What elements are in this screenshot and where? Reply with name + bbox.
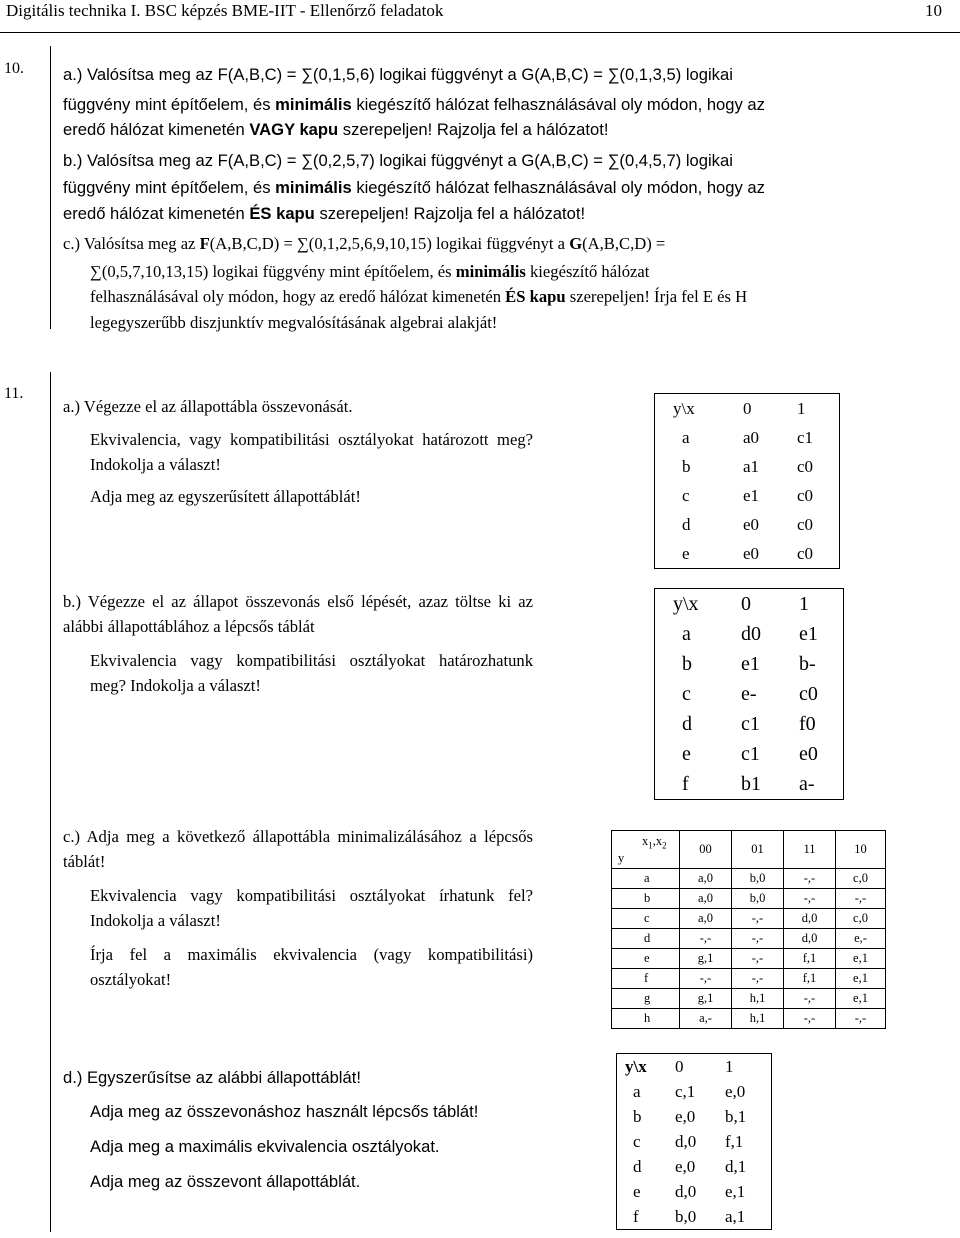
table-header-row xyxy=(617,1054,772,1080)
table-cell: e,1 xyxy=(836,969,886,989)
table-cell: e,1 xyxy=(725,1181,746,1201)
table-cell: c xyxy=(682,682,691,705)
corner-state-label: y xyxy=(618,851,625,865)
table-row xyxy=(617,1204,772,1230)
table-row xyxy=(617,1079,772,1104)
table-cell: e xyxy=(682,742,691,765)
task-11-number: 11. xyxy=(4,385,24,402)
task-11d-question-1: d.) Egyszerűsítse az alábbi állapottáblát! xyxy=(63,1068,361,1087)
table-cell: g,1 xyxy=(680,949,732,969)
table-cell: b,1 xyxy=(725,1106,747,1126)
table-cell: -,- xyxy=(836,889,886,909)
table-row xyxy=(617,1104,772,1129)
table-cell: -,- xyxy=(784,889,836,909)
task-10-margin-line xyxy=(50,46,51,329)
state-table-11c xyxy=(611,830,886,1029)
table-cell: a,1 xyxy=(725,1206,746,1226)
table-row xyxy=(655,739,844,769)
table-cell: c,0 xyxy=(836,909,886,929)
table-cell: a0 xyxy=(743,427,760,447)
table-cell: e0 xyxy=(743,543,760,563)
table-corner-cell xyxy=(612,831,680,869)
table-header-row xyxy=(655,589,844,620)
table-row xyxy=(655,679,844,709)
task-10-number: 10. xyxy=(4,60,24,77)
table-cell: c0 xyxy=(797,485,814,505)
table-cell: a xyxy=(682,622,691,645)
table-cell: e xyxy=(682,543,690,563)
table-cell: f,1 xyxy=(725,1131,744,1151)
state-table-11a xyxy=(654,393,840,569)
table-cell: f xyxy=(633,1206,639,1226)
page-header xyxy=(0,0,960,33)
table-row xyxy=(655,423,840,452)
table-cell: c xyxy=(633,1131,641,1151)
table-cell: a,0 xyxy=(680,909,732,929)
table-cell: -,- xyxy=(732,929,784,949)
state-table-11d xyxy=(616,1053,772,1230)
task-10b-line-1: b.) Valósítsa meg az F(A,B,C) = ∑(0,2,5,7) logikai függvényt a G(A,B,C) = ∑(0,4,5,7) logikai xyxy=(63,151,733,170)
table-cell: -,- xyxy=(680,929,732,949)
table-header-cell: 0 xyxy=(741,592,751,615)
task-11c-question-1: c.) Adja meg a következő állapottábla minimalizálásához a lépcsős táblát! xyxy=(63,827,533,871)
table-header-cell: 0 xyxy=(675,1056,684,1076)
table-cell: e,0 xyxy=(725,1081,746,1101)
table-row xyxy=(612,1009,886,1029)
table-row xyxy=(655,649,844,679)
table-row xyxy=(617,1129,772,1154)
table-cell: c1 xyxy=(797,427,814,447)
table-cell: c xyxy=(612,909,680,929)
table-cell: e xyxy=(633,1181,641,1201)
table-header-cell: 00 xyxy=(680,831,732,869)
table-cell: d,0 xyxy=(784,929,836,949)
table-header-cell: 1 xyxy=(725,1056,734,1076)
table-cell: g xyxy=(612,989,680,1009)
table-row xyxy=(617,1154,772,1179)
table-cell: a,0 xyxy=(680,889,732,909)
table-cell: b,0 xyxy=(732,869,784,889)
table-cell: a- xyxy=(799,772,815,795)
table-cell: d,0 xyxy=(675,1131,697,1151)
table-cell: e,0 xyxy=(675,1106,696,1126)
table-cell: f0 xyxy=(799,712,816,735)
task-11d-question-2: Adja meg az összevonáshoz használt lépcsős táblát! xyxy=(90,1102,479,1121)
table-row xyxy=(617,1179,772,1204)
task-11a-question-3: Adja meg az egyszerűsített állapottáblát! xyxy=(90,487,361,506)
task-11a-question-1: a.) Végezze el az állapottábla összevonását. xyxy=(63,397,353,416)
table-cell: d xyxy=(682,514,691,534)
task-10b-line-3: eredő hálózat kimenetén ÉS kapu szerepeljen! Rajzolja fel a hálózatot! xyxy=(63,204,586,223)
header-title: Digitális technika I. BSC képzés BME-IIT - Ellenőrző feladatok xyxy=(6,1,444,20)
task-11c-question-3: Írja fel a maximális ekvivalencia (vagy kompatibilitási) osztályokat! xyxy=(90,945,533,989)
table-cell: e1 xyxy=(741,652,760,675)
table-cell: a,0 xyxy=(680,869,732,889)
table-cell: d,0 xyxy=(675,1181,697,1201)
task-11c-question-2: Ekvivalencia vagy kompatibilitási osztályokat írhatunk fel? Indokolja a választ! xyxy=(90,886,533,930)
page-number: 10 xyxy=(925,1,942,20)
table-cell: -,- xyxy=(680,969,732,989)
table-row xyxy=(612,869,886,889)
table-row xyxy=(612,929,886,949)
table-cell: f xyxy=(612,969,680,989)
table-header-cell: y\x xyxy=(625,1056,647,1076)
table-cell: -,- xyxy=(784,869,836,889)
task-11b-question-1: b.) Végezze el az állapot összevonás első lépését, azaz töltse ki az alábbi állapottáblához a lépcsős táblát xyxy=(63,592,533,636)
table-cell: b xyxy=(633,1106,642,1126)
corner-input-label: $x_1,x_2$ xyxy=(642,834,667,851)
table-row xyxy=(655,769,844,800)
table-cell: -,- xyxy=(784,1009,836,1029)
table-cell: c xyxy=(682,485,690,505)
task-11d-question-3: Adja meg a maximális ekvivalencia osztályokat. xyxy=(90,1137,440,1156)
table-cell: c1 xyxy=(741,712,760,735)
task-10c-line-4: legegyszerűbb diszjunktív megvalósításának algebrai alakját! xyxy=(90,313,498,332)
table-cell: a xyxy=(633,1081,641,1101)
table-cell: e,1 xyxy=(836,989,886,1009)
table-row xyxy=(655,481,840,510)
table-cell: e,1 xyxy=(836,949,886,969)
table-cell: b xyxy=(682,652,692,675)
table-cell: f,1 xyxy=(784,969,836,989)
task-10c-line-3: felhasználásával oly módon, hogy az eredő hálózat kimenetén ÉS kapu szerepeljen! Írja fel E és H xyxy=(90,287,748,306)
table-cell: a xyxy=(682,427,690,447)
table-cell: e- xyxy=(741,682,757,705)
state-table-11b xyxy=(654,588,844,800)
table-cell: h,1 xyxy=(732,989,784,1009)
table-row xyxy=(655,709,844,739)
table-cell: a1 xyxy=(743,456,760,476)
table-cell: h,1 xyxy=(732,1009,784,1029)
table-cell: d xyxy=(612,929,680,949)
table-cell: c0 xyxy=(797,456,814,476)
table-cell: -,- xyxy=(732,909,784,929)
task-11-margin-line xyxy=(50,372,51,1232)
table-header-cell: y\x xyxy=(673,398,695,418)
table-cell: g,1 xyxy=(680,989,732,1009)
task-10a-line-2: függvény mint építőelem, és minimális kiegészítő hálózat felhasználásával oly módon, hogy az xyxy=(63,95,765,114)
table-cell: c0 xyxy=(797,543,814,563)
task-10a-line-1: a.) Valósítsa meg az F(A,B,C) = ∑(0,1,5,6) logikai függvényt a G(A,B,C) = ∑(0,1,3,5) logikai xyxy=(63,65,733,84)
table-cell: d,1 xyxy=(725,1156,747,1176)
table-cell: e1 xyxy=(799,622,818,645)
task-10c-line-1: c.) Valósítsa meg az F(A,B,C,D) = ∑(0,1,2,5,6,9,10,15) logikai függvényt a G(A,B,C,D) = xyxy=(63,234,666,253)
task-11d-question-4: Adja meg az összevont állapottáblát. xyxy=(90,1172,361,1191)
table-row xyxy=(612,969,886,989)
table-header-cell: 1 xyxy=(799,592,809,615)
table-cell: -,- xyxy=(732,949,784,969)
table-row xyxy=(612,989,886,1009)
table-row xyxy=(612,949,886,969)
table-header-cell: 10 xyxy=(836,831,886,869)
table-cell: c,0 xyxy=(836,869,886,889)
table-cell: e xyxy=(612,949,680,969)
table-row xyxy=(655,510,840,539)
table-cell: b xyxy=(682,456,691,476)
table-header-cell: 0 xyxy=(743,398,752,418)
table-cell: h xyxy=(612,1009,680,1029)
table-row xyxy=(655,452,840,481)
table-cell: f,1 xyxy=(784,949,836,969)
table-cell: c,1 xyxy=(675,1081,696,1101)
table-cell: e1 xyxy=(743,485,760,505)
task-10a-line-3: eredő hálózat kimenetén VAGY kapu szerepeljen! Rajzolja fel a hálózatot! xyxy=(63,120,609,139)
table-cell: b xyxy=(612,889,680,909)
table-row xyxy=(612,889,886,909)
table-header-cell: y\x xyxy=(673,592,699,615)
table-cell: c0 xyxy=(799,682,818,705)
table-cell: c0 xyxy=(797,514,814,534)
table-cell: e,- xyxy=(836,929,886,949)
task-10b-line-2: függvény mint építőelem, és minimális kiegészítő hálózat felhasználásával oly módon, hogy az xyxy=(63,178,765,197)
table-cell: d xyxy=(682,712,692,735)
table-cell: b- xyxy=(799,652,816,675)
table-cell: e0 xyxy=(799,742,818,765)
table-header-row xyxy=(612,831,886,869)
table-cell: b,0 xyxy=(675,1206,697,1226)
table-cell: a,- xyxy=(680,1009,732,1029)
table-header-cell: 01 xyxy=(732,831,784,869)
task-10c-line-2: ∑(0,5,7,10,13,15) logikai függvény mint építőelem, és minimális kiegészítő hálózat xyxy=(90,262,650,281)
table-cell: d0 xyxy=(741,622,761,645)
task-11a-question-2: Ekvivalencia, vagy kompatibilitási osztályokat határozott meg? Indokolja a választ! xyxy=(90,430,533,474)
table-cell: d xyxy=(633,1156,642,1176)
task-11b-question-2: Ekvivalencia vagy kompatibilitási osztályokat határozhatunk meg? Indokolja a választ! xyxy=(90,651,533,695)
table-row xyxy=(612,909,886,929)
table-header-cell: 1 xyxy=(797,398,806,418)
table-cell: -,- xyxy=(836,1009,886,1029)
table-cell: -,- xyxy=(732,969,784,989)
table-cell: b1 xyxy=(741,772,761,795)
table-cell: e,0 xyxy=(675,1156,696,1176)
table-cell: a xyxy=(612,869,680,889)
table-cell: c1 xyxy=(741,742,760,765)
table-cell: f xyxy=(682,772,689,795)
table-header-row xyxy=(655,394,840,424)
table-cell: e0 xyxy=(743,514,760,534)
table-row xyxy=(655,619,844,649)
table-header-cell: 11 xyxy=(784,831,836,869)
table-cell: d,0 xyxy=(784,909,836,929)
table-row xyxy=(655,539,840,569)
table-cell: b,0 xyxy=(732,889,784,909)
table-cell: -,- xyxy=(784,989,836,1009)
